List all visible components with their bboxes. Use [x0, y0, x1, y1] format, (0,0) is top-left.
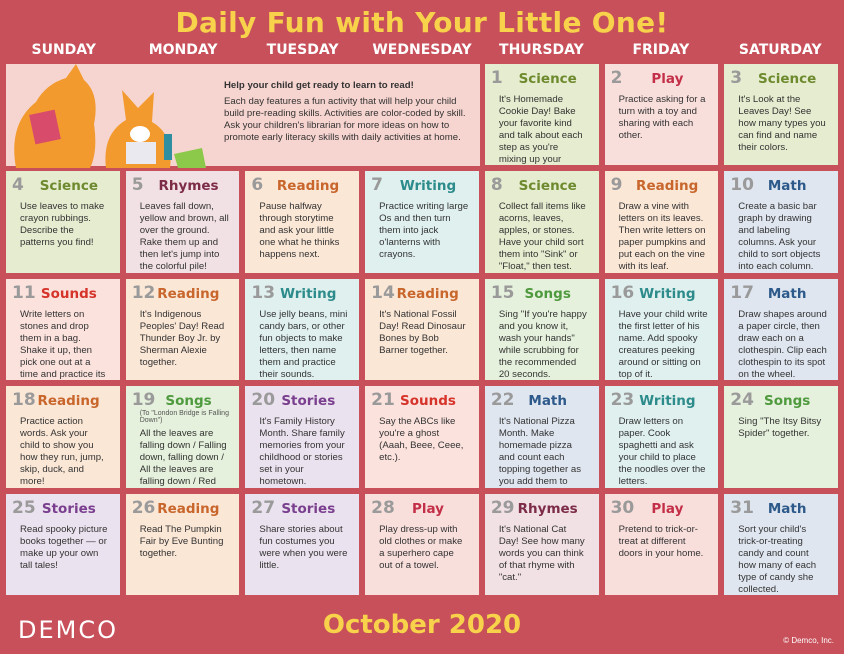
calendar-day-21: [363, 384, 481, 489]
calendar-day-26: [124, 492, 242, 597]
activity-text: Say the ABCs like you're a ghost (Aaah, Beee, Ceee, etc.).: [379, 416, 464, 464]
calendar-day-19: [124, 384, 242, 489]
activity-text: Write letters on stones and drop them in a bag. Shake it up, then pick one out at a time and practice its: [20, 308, 106, 380]
day-header: [611, 390, 713, 412]
day-number: 11: [12, 282, 36, 303]
skill-label: Writing: [280, 285, 337, 302]
day-header: [12, 283, 114, 305]
skill-label: Sounds: [400, 393, 456, 410]
calendar-day-5: [124, 169, 242, 274]
days-of-week-header: [4, 42, 840, 62]
day-number: 21: [371, 390, 395, 411]
day-number: 15: [490, 282, 515, 303]
day-header: [251, 175, 353, 197]
day-number: 3: [730, 68, 743, 88]
day-number: 1: [490, 68, 503, 88]
day-number: 22: [490, 390, 515, 411]
day-number: 29: [490, 497, 515, 518]
intro-description: Each day features a fun activity that will help your child build pre-reading skills. Activities are color-coded by skill. Ask your children's librarian for more ideas on how to promote early literacy skills with daily activities at home.: [224, 96, 466, 143]
day-number: 8: [490, 175, 503, 196]
day-number: 18: [12, 390, 36, 411]
calendar-day-30: [603, 492, 721, 597]
day-header: [730, 498, 832, 520]
day-number: 24: [730, 390, 754, 411]
skill-label: Science: [518, 178, 577, 195]
skill-label: Writing: [639, 393, 696, 410]
calendar-day-22: [483, 384, 601, 489]
skill-label: Math: [767, 285, 807, 302]
activity-text: Sort your child's trick-or-treating candy and count how many of each type of candy she collected.: [738, 523, 817, 595]
activity-text: It's Homemade Cookie Day! Bake your favorite kind and talk about each step as you're mixing up your: [498, 94, 583, 165]
activity-text: Practice action words. Ask your child to show you how they run, jump, skip, duck, and more!: [20, 416, 104, 488]
activity-text: Read spooky picture books together — or make up your own tall tales!: [20, 523, 108, 571]
day-header: [611, 283, 713, 305]
day-number: 6: [251, 175, 264, 196]
calendar-day-23: [603, 384, 721, 489]
activity-text: Draw shapes around a paper circle, then draw each on a clothespin. Clip each clothespin to its spot on the wheel.: [738, 308, 827, 380]
calendar-day-4: [4, 169, 122, 274]
month-year-label: October 2020: [322, 610, 522, 640]
calendar-day-17: [722, 277, 840, 382]
day-number: 9: [610, 175, 623, 196]
activity-text: Play dress-up with old clothes or make a superhero cape out of a towel.: [379, 523, 463, 571]
skill-label: Songs: [165, 393, 212, 410]
skill-label: Science: [39, 178, 98, 195]
day-header: [491, 390, 593, 412]
day-number: 10: [730, 175, 754, 196]
skill-label: Math: [767, 500, 807, 517]
day-header: [611, 68, 713, 90]
activity-text: Practice writing large Os and then turn them into jack o'lanterns with crayons.: [379, 201, 469, 261]
day-header: [132, 175, 234, 197]
activity-text: Share stories about fun costumes you were when you were little.: [259, 523, 348, 571]
activity-text: It's National Cat Day! See how many words you can think of that rhyme with "cat.": [498, 523, 585, 583]
calendar-day-13: [243, 277, 361, 382]
skill-label: Reading: [157, 285, 220, 302]
calendar-day-18: [4, 384, 122, 489]
day-number: 2: [610, 68, 623, 88]
activity-text: Sing "If you're happy and you know it, wash your hands" while scrubbing for the recommended 20 seconds.: [498, 308, 587, 380]
day-number: 4: [12, 175, 24, 196]
calendar-day-15: [483, 277, 601, 382]
activity-text: It's Look at the Leaves Day! See how many types you can find and name their colors.: [738, 94, 826, 153]
day-header: [12, 390, 114, 412]
day-header: [730, 68, 832, 90]
day-header: [371, 390, 473, 412]
day-header: [251, 283, 353, 305]
calendar-day-10: [722, 169, 840, 274]
activity-text: It's Indigenous Peoples' Day! Read Thunder Boy Jr. by Sherman Alexie together.: [139, 308, 225, 368]
dow-friday: FRIDAY: [632, 42, 690, 58]
calendar-day-29: [483, 492, 601, 597]
day-header: [491, 283, 593, 305]
calendar-day-11: [4, 277, 122, 382]
skill-label: Writing: [399, 178, 457, 195]
activity-text: Have your child write the first letter of his name. Add spooky creatures peeking around or sitting on top of it.: [618, 308, 708, 380]
skill-label: Stories: [281, 393, 336, 410]
day-header: [491, 498, 593, 520]
calendar-day-1: [483, 62, 601, 167]
activity-text: Practice asking for a turn with a toy and sharing with each other.: [618, 94, 706, 141]
skill-label: Writing: [639, 285, 696, 302]
day-number: 13: [251, 282, 276, 303]
day-header: [132, 390, 234, 412]
calendar-day-2: [603, 62, 721, 167]
activity-text: Use jelly beans, mini candy bars, or other fun objects to make letters, then name them and practice their sounds.: [259, 308, 348, 380]
activity-note: (To "London Bridge is Falling Down"): [139, 410, 229, 425]
activity-text: It's National Fossil Day! Read Dinosaur Bones by Bob Barner together.: [379, 308, 466, 356]
skill-label: Play: [651, 71, 684, 87]
demco-logo: DEMCO: [18, 616, 118, 644]
day-number: 28: [371, 497, 395, 518]
skill-label: Play: [651, 500, 684, 517]
day-header: [251, 498, 353, 520]
activity-text: Leaves fall down, yellow and brown, all over the ground. Rake them up and then let's jump into the colorful pile!: [139, 201, 229, 273]
skill-label: Reading: [636, 178, 699, 195]
skill-label: Reading: [37, 393, 100, 410]
skill-label: Songs: [763, 393, 811, 410]
calendar-day-20: [243, 384, 361, 489]
day-number: 12: [131, 282, 156, 303]
skill-label: Science: [518, 71, 577, 87]
skill-label: Rhymes: [517, 500, 578, 517]
activity-text: All the leaves are falling down / Falling down, falling down / All the leaves are falling down / Red: [139, 428, 227, 488]
day-header: [12, 175, 114, 197]
calendar-day-7: [363, 169, 481, 274]
day-number: 31: [730, 497, 754, 518]
day-number: 5: [131, 175, 144, 196]
activity-text: Pretend to trick-or-treat at different doors in your home.: [618, 523, 704, 559]
dow-thursday: THURSDAY: [499, 42, 584, 58]
skill-label: Sounds: [40, 285, 97, 302]
day-number: 25: [12, 497, 36, 518]
skill-label: Reading: [276, 178, 340, 195]
activity-text: Draw a vine with letters on its leaves. Then write letters on paper pumpkins and put each on the vine with its leaf.: [618, 201, 706, 273]
skill-label: Math: [767, 178, 807, 195]
day-header: [132, 283, 234, 305]
day-number: 19: [131, 390, 156, 411]
day-number: 7: [371, 175, 383, 196]
day-header: [371, 498, 473, 520]
calendar-day-24: [722, 384, 840, 489]
activity-text: Create a basic bar graph by drawing and labeling columns. Ask your child to sort objects into each column.: [738, 201, 821, 273]
day-header: [371, 175, 473, 197]
day-header: [491, 175, 593, 197]
day-number: 14: [371, 282, 395, 303]
activity-text: It's Family History Month. Share family memories from your childhood or stories set in your hometown.: [259, 416, 345, 488]
day-header: [12, 498, 114, 520]
day-header: [730, 283, 832, 305]
day-header: [491, 68, 593, 90]
dow-monday: MONDAY: [148, 42, 218, 58]
skill-label: Songs: [524, 285, 571, 302]
day-header: [132, 498, 234, 520]
activity-text: Collect fall items like acorns, leaves, apples, or stones. Have your child sort them into "Sink" or "Float," then test.: [498, 201, 586, 273]
skill-label: Reading: [157, 500, 220, 517]
day-number: 17: [730, 282, 754, 303]
calendar-day-25: [4, 492, 122, 597]
calendar-day-14: [363, 277, 481, 382]
skill-label: Science: [758, 71, 817, 87]
dow-tuesday: TUESDAY: [266, 42, 339, 58]
calendar-day-9: [603, 169, 721, 274]
skill-label: Play: [411, 500, 444, 517]
day-number: 27: [251, 497, 276, 518]
day-header: [611, 175, 713, 197]
day-number: 16: [610, 282, 635, 303]
day-header: [730, 175, 832, 197]
day-header: [611, 498, 713, 520]
day-number: 23: [610, 390, 635, 411]
day-header: [371, 283, 473, 305]
copyright-text: © Demco, Inc.: [783, 636, 834, 645]
activity-text: Pause halfway through storytime and ask your little one what he thinks happens next.: [259, 201, 340, 261]
skill-label: Math: [528, 393, 567, 410]
day-header: [251, 390, 353, 412]
calendar-day-3: [722, 62, 840, 167]
activity-text: Use leaves to make crayon rubbings. Describe the patterns you find!: [20, 201, 105, 249]
calendar-day-6: [243, 169, 361, 274]
calendar-day-16: [603, 277, 721, 382]
activity-text: Draw letters on paper. Cook spaghetti and ask your child to place the noodles over the letters.: [618, 416, 706, 488]
intro-heading: Help your child get ready to learn to read!: [224, 80, 414, 91]
calendar-day-28: [363, 492, 481, 597]
intro-panel: [4, 62, 482, 168]
skill-label: Stories: [281, 500, 336, 517]
day-number: 20: [251, 390, 276, 411]
skill-label: Stories: [41, 500, 96, 517]
activity-text: Sing "The Itsy Bitsy Spider" together.: [738, 416, 822, 440]
day-number: 26: [131, 497, 156, 518]
dow-sunday: SUNDAY: [31, 42, 96, 58]
skill-label: Reading: [396, 285, 459, 302]
fox-mascot-illustration: [6, 64, 220, 168]
calendar-day-8: [483, 169, 601, 274]
page-title: Daily Fun with Your Little One!: [175, 6, 669, 39]
calendar-day-12: [124, 277, 242, 382]
dow-wednesday: WEDNESDAY: [372, 42, 472, 58]
skill-label: Rhymes: [158, 178, 219, 195]
calendar-day-31: [722, 492, 840, 597]
activity-text: It's National Pizza Month. Make homemade pizza and count each topping together as you add them to: [498, 416, 581, 488]
calendar-day-27: [243, 492, 361, 597]
dow-saturday: SATURDAY: [738, 42, 822, 58]
day-header: [730, 390, 832, 412]
activity-text: Read The Pumpkin Fair by Eve Bunting together.: [139, 523, 224, 559]
day-number: 30: [610, 497, 635, 518]
intro-text-block: [224, 80, 474, 144]
